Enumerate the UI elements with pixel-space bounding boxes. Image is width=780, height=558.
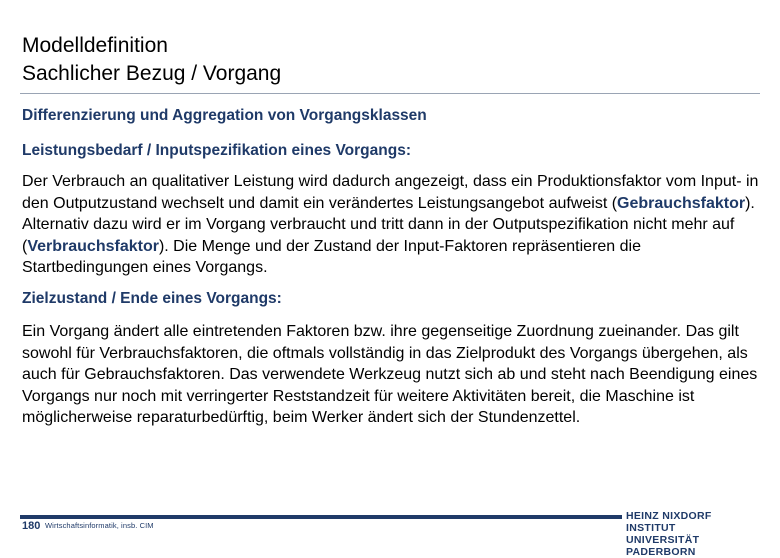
paragraph-text: Der Verbrauch an qualitativer Leistung wird dadurch angezeigt, dass ein Produktionsfaktor vom Input- in den Outputzustand wechselt und damit ein verändertes Leistungsangebot aufweist ( [22, 173, 759, 212]
footer-bar [20, 515, 622, 519]
paragraph-text: ). Alternativ dazu wird er im Vorgang verbraucht und tritt dann in der Outputspezifikation nicht mehr auf ( [22, 194, 755, 255]
slide-body [22, 106, 762, 429]
term-gebrauchsfaktor: Gebrauchsfaktor [617, 194, 746, 212]
logo-line-1: HEINZ NIXDORF INSTITUT [626, 510, 712, 534]
paragraph-text: ). Die Menge und der Zustand der Input-Faktoren repräsentieren die Startbedingungen eines Vorgangs. [22, 237, 641, 277]
footer-text: Wirtschaftsinformatik, insb. CIM [45, 521, 154, 530]
institute-logo [626, 510, 762, 558]
page-number: 180 [22, 520, 41, 532]
term-verbrauchsfaktor: Verbrauchsfaktor [27, 237, 159, 255]
heading-aggregation: Differenzierung und Aggregation von Vorgangsklassen [22, 107, 427, 124]
heading-input-spec: Leistungsbedarf / Inputspezifikation eines Vorgangs: [22, 142, 411, 159]
logo-line-2: UNIVERSITÄT PADERBORN [626, 534, 700, 558]
title-line-1: Modelldefinition [22, 34, 168, 57]
heading-target-state: Zielzustand / Ende eines Vorgangs: [22, 289, 282, 307]
paragraph-target-state: Ein Vorgang ändert alle eintretenden Faktoren bzw. ihre gegenseitige Zuordnung zueinander. Das gilt sowohl für Verbrauchsfaktoren, die oftmals vollständig in das Zielprodukt des Vorgangs übergehen, als auch für Gebrauchsfaktoren. Das verwendete Werkzeug nutzt sich ab und steht nach Beendigung eines Vorgangs nur noch mit verringerter Reststandzeit für weitere Aktivitäten bereit, die Maschine ist möglicherweise reparaturbedürftig, beim Werker ändert sich der Stundenzettel. [22, 322, 758, 427]
slide-title [22, 32, 281, 88]
title-divider [20, 93, 760, 94]
title-line-2: Sachlicher Bezug / Vorgang [22, 62, 282, 85]
paragraph-input-spec [22, 171, 762, 279]
